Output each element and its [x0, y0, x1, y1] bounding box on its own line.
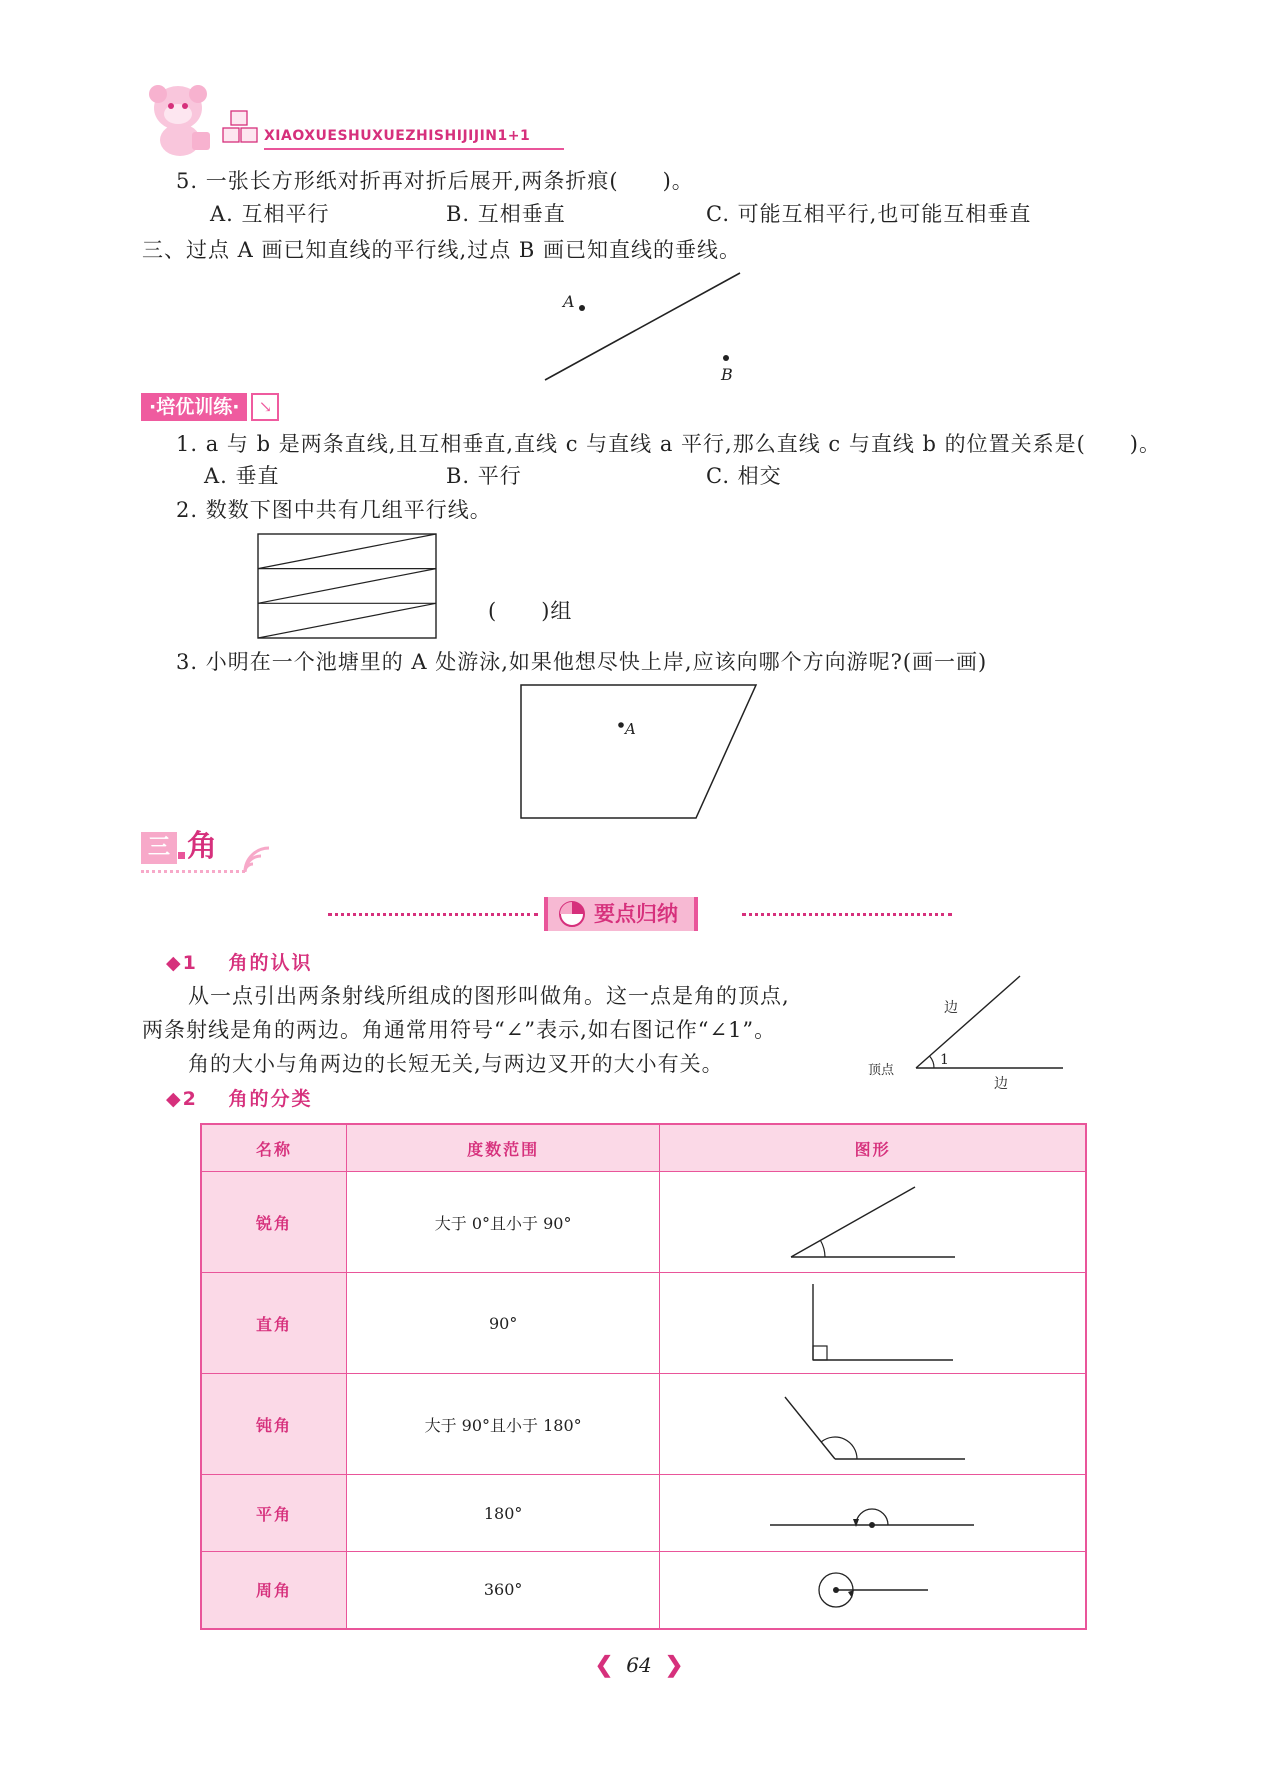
point-a-label: A [563, 292, 575, 311]
angle-vertex-label: 顶点 [868, 1063, 895, 1078]
row-straight-figure [660, 1475, 1086, 1552]
column-header-range: 度数范围 [347, 1124, 660, 1172]
page-footer [594, 1652, 684, 1678]
training-question-2-stem: 2. 数数下图中共有几组平行线。 [176, 498, 492, 522]
obtuse-angle-icon [773, 1379, 973, 1469]
pond-figure [518, 682, 760, 822]
item-1-paragraph-2: 两条射线是角的两边。角通常用符号“∠”表示,如右图记作“∠1”。 [142, 1018, 777, 1042]
row-acute-name: 锐角 [201, 1172, 347, 1273]
given-line [545, 273, 740, 380]
training-question-2-answer[interactable]: ( )组 [488, 599, 573, 623]
section-3-title: 角 [187, 829, 217, 864]
question-5-option-a[interactable]: A. 互相平行 [210, 202, 330, 226]
question-5-option-c[interactable]: C. 可能互相平行,也可能互相垂直 [706, 202, 1032, 226]
training-question-1-stem: 1. a 与 b 是两条直线,且互相垂直,直线 c 与直线 a 平行,那么直线 c 与直线 b 的位置关系是( )。 [176, 432, 1161, 456]
key-points-banner-label: 要点归纳 [594, 902, 678, 926]
table-row [201, 1273, 1086, 1374]
row-right-range: 90° [347, 1273, 660, 1374]
item-1-number: ◆1 [166, 952, 198, 974]
question-5-stem: 5. 一张长方形纸对折再对折后展开,两条折痕( )。 [176, 169, 694, 193]
section-3-number-badge [141, 832, 177, 864]
acute-angle-icon [773, 1177, 973, 1267]
row-obtuse-range: 大于 90°且小于 180° [347, 1374, 660, 1475]
signal-waves-icon [241, 842, 277, 876]
table-row [201, 1374, 1086, 1475]
table-header-row [201, 1124, 1086, 1172]
banner-right-dots [742, 913, 952, 916]
item-1-heading [166, 948, 312, 975]
angle-number-label: 1 [940, 1052, 949, 1068]
training-question-1-option-b[interactable]: B. 平行 [446, 464, 522, 488]
section-3-heading [141, 830, 281, 880]
right-angle-icon [773, 1278, 973, 1368]
row-straight-name: 平角 [201, 1475, 347, 1552]
row-full-figure [660, 1552, 1086, 1629]
banner-left-dots [328, 913, 538, 916]
point-a-dot [579, 305, 585, 311]
series-title: XIAOXUESHUXUEZHISHIJIJIN1+1 [264, 128, 531, 144]
question-5-option-b[interactable]: B. 互相垂直 [446, 202, 566, 226]
table-row [201, 1475, 1086, 1552]
letter-cubes-icon [222, 110, 262, 146]
full-angle-icon [768, 1560, 978, 1620]
pond-point-a-label: A [625, 720, 636, 738]
straight-angle-icon [768, 1483, 978, 1543]
page-number: 64 [626, 1653, 652, 1677]
point-b-label: B [721, 365, 733, 384]
angle-side-bottom-label: 边 [994, 1076, 1008, 1092]
row-acute-range: 大于 0°且小于 90° [347, 1172, 660, 1273]
key-points-banner [544, 897, 698, 931]
column-header-name: 名称 [201, 1124, 347, 1172]
point-b-dot [723, 355, 729, 361]
section-3-dotted-rule [141, 870, 245, 873]
row-straight-range: 180° [347, 1475, 660, 1552]
section-3-number: 三 [147, 835, 170, 860]
item-1-title: 角的认识 [228, 952, 313, 974]
header-rule [264, 148, 564, 150]
training-tag [141, 393, 279, 421]
table-row [201, 1552, 1086, 1629]
part-3-instruction: 三、过点 A 画已知直线的平行线,过点 B 画已知直线的垂线。 [142, 238, 741, 262]
item-2-number: ◆2 [166, 1088, 198, 1110]
item-1-paragraph-3: 角的大小与角两边的长短无关,与两边叉开的大小有关。 [188, 1052, 724, 1076]
angle-classification-table [200, 1123, 1087, 1630]
table-row [201, 1172, 1086, 1273]
row-right-name: 直角 [201, 1273, 347, 1374]
chevron-right-icon: ❯ [664, 1652, 684, 1678]
down-right-arrow-icon: ↘ [251, 393, 279, 421]
training-tag-label: ·培优训练· [141, 393, 247, 421]
row-obtuse-figure [660, 1374, 1086, 1475]
item-1-paragraph-1: 从一点引出两条射线所组成的图形叫做角。这一点是角的顶点, [188, 984, 790, 1008]
row-full-range: 360° [347, 1552, 660, 1629]
section-3-comma-dot [178, 852, 185, 859]
angle-side-top-label: 边 [944, 1000, 958, 1016]
row-acute-figure [660, 1172, 1086, 1273]
page-header [140, 82, 600, 152]
training-question-1-option-c[interactable]: C. 相交 [706, 464, 782, 488]
item-2-title: 角的分类 [228, 1088, 313, 1110]
column-header-figure: 图形 [660, 1124, 1086, 1172]
row-full-name: 周角 [201, 1552, 347, 1629]
disc-icon [558, 900, 586, 928]
item-2-heading [166, 1084, 312, 1111]
parallel-lines-figure [256, 532, 440, 642]
chevron-left-icon: ❮ [594, 1652, 614, 1678]
training-question-1-option-a[interactable]: A. 垂直 [204, 464, 280, 488]
pond-point-a-dot [618, 722, 624, 728]
cartoon-mascot-icon [140, 82, 222, 160]
row-obtuse-name: 钝角 [201, 1374, 347, 1475]
part-3-line-figure [540, 268, 750, 388]
training-question-3-stem: 3. 小明在一个池塘里的 A 处游泳,如果他想尽快上岸,应该向哪个方向游呢?(画一画) [176, 650, 988, 674]
angle-definition-figure [868, 970, 1068, 1092]
row-right-figure [660, 1273, 1086, 1374]
